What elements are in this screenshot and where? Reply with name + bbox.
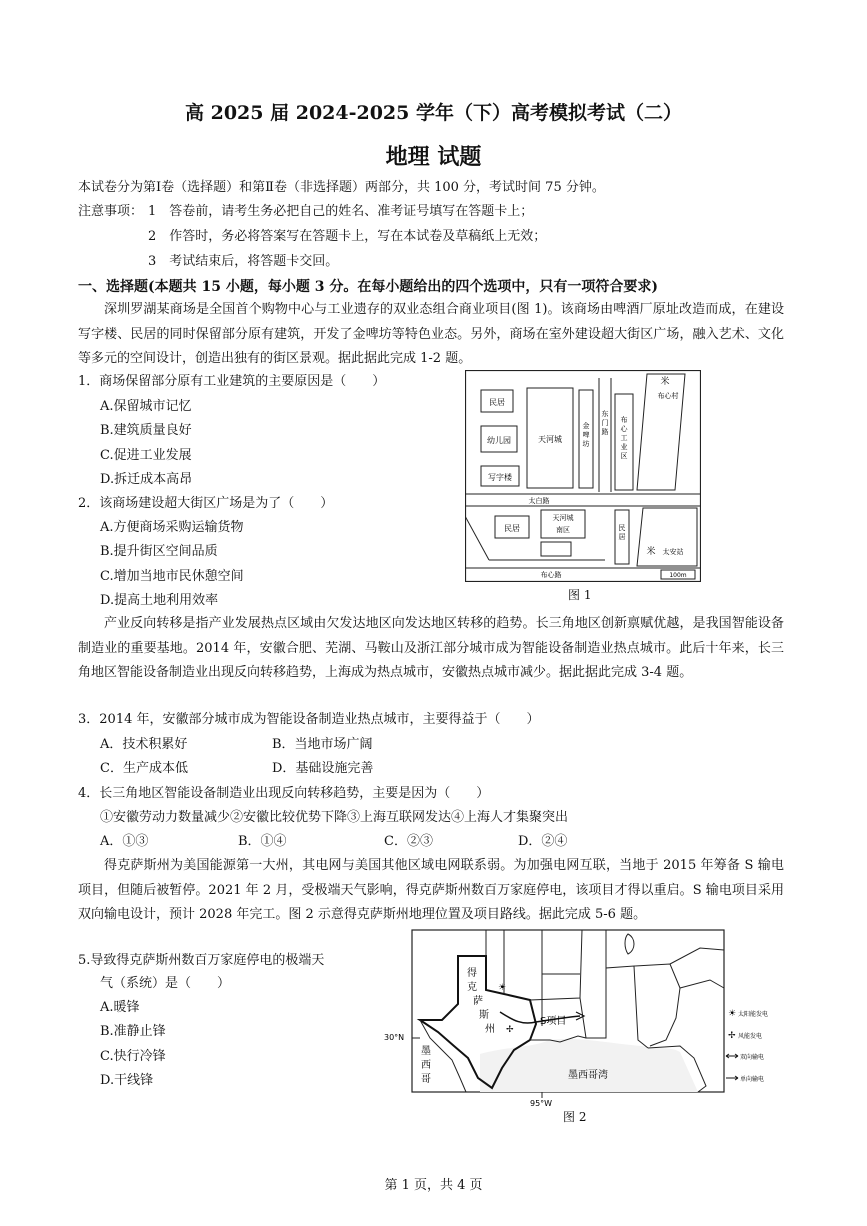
q4-option-d[interactable]: D．②④ [518,834,568,849]
intro-line: 本试卷分为第Ⅰ卷（选择题）和第Ⅱ卷（非选择题）两部分，共 100 分，考试时间 75 分钟。 [78,180,605,195]
fig2-lon-label: 95°W [530,1099,553,1108]
fig2-legend-solar: 太阳能发电 [738,1011,769,1018]
fig1-label-taibai: 太白路 [528,497,550,505]
notes-label: 注意事项： [78,204,144,219]
fig2-legend-one-way: 单向输电 [740,1076,765,1083]
page-footer: 第 1 页，共 4 页 [384,1178,483,1193]
fig1-label-district: 天河城南区 [552,514,574,534]
q2-option-b[interactable]: B.提升街区空间品质 [100,544,218,560]
fig1-label-dongmenlu: 东门路 [601,410,609,436]
q5-options [100,996,166,1094]
q1-option-c[interactable]: C.促进工业发展 [100,447,192,463]
fig2-legend-wind-icon: ✢ [728,1031,736,1041]
q5-option-a[interactable]: A.暖锋 [100,1000,140,1015]
q3-option-d[interactable]: D．基础设施完善 [272,761,374,776]
fig2-gulf-label: 墨西哥湾 [568,1070,608,1081]
q1-option-a[interactable]: A.保留城市记忆 [100,399,192,414]
fig1-metro-icon-2: 米 [646,547,656,557]
fig1-label-buxinlu: 布心路 [540,571,562,579]
q2-option-a[interactable]: A.方便商场采购运输货物 [100,520,244,535]
fig1-label-mingju3: 民居 [618,524,626,541]
fig2-legend-wind: 风能发电 [738,1033,763,1040]
fig1-label-buxin-ind: 布心工业区 [620,416,628,460]
q5-stem-line1: 5.导致得克萨斯州数百万家庭停电的极端天 [78,953,325,968]
q3-option-b[interactable]: B．当地市场广阔 [272,737,373,752]
passage-2: 产业反向转移是指产业发展热点区域由欠发达地区向发达地区转移的趋势。长三角地区创新禀赋优越，是我国智能设备制造业的重要基地。2014 年，安徽合肥、芜湖、马鞍山及浙江部分城市成为智能设备制造业热点城市。此后十年来，长三角地区智能设备制造业出现反向转移趋势，上海成为热点城市，安徽热点城市减少。据此据此完成 3-4 题。 [78,616,784,680]
fig2-mexico-label: 墨西哥 [421,1046,431,1085]
fig1-label-mall: 天河城 [538,435,562,444]
q1-option-d[interactable]: D.拆迁成本高昂 [100,472,193,488]
fig1-label-jinpifang: 金啤坊 [582,422,590,448]
q1-option-b[interactable]: B.建筑质量良好 [100,423,192,439]
q2-stem: 2．该商场建设超大街区广场是为了（ ） [78,496,334,511]
passage-3: 得克萨斯州为美国能源第一大州，其电网与美国其他区域电网联系弱。为加强电网互联，当地于 2015 年筹备 S 输电项目，但随后被暂停。2021 年 2 月，受极端天气影响，得克萨斯州数百万家庭停电，该项目才得以重启。S 输电项目采用双向输电设计，预计 2028 年完工。图 2 示意得克萨斯州地理位置及项目路线。据此完成 5-6 题。 [78,858,784,922]
q2-option-c[interactable]: C.增加当地市民休憩空间 [100,568,244,584]
q5-option-b[interactable]: B.准静止锋 [100,1024,166,1040]
fig2-lat-label: 30°N [384,1033,405,1042]
q2-options [100,516,244,614]
fig1-label-mingju2: 民居 [504,524,520,533]
q1-options [100,395,192,493]
note-3: 3 考试结束后，将答题卡交回。 [148,254,339,269]
note-1: 1 答卷前，请考生务必把自己的姓名、准考证号填写在答题卡上； [148,204,534,219]
fig2-state-label: 得克萨斯州 [467,968,495,1035]
fig1-label-station: 太安站 [662,548,684,556]
fig2-legend-solar-icon: ☀ [728,1009,737,1019]
figure-2-map [380,928,770,1108]
q4-option-c[interactable]: C．②③ [384,834,433,849]
fig1-metro-icon-1: 米 [660,377,670,387]
fig1-label-mingju1: 民居 [489,398,505,407]
section-heading: 一、选择题(本题共 15 小题，每小题 3 分。在每小题给出的四个选项中，只有一项符合要求) [78,279,658,295]
figure-2-caption: 图 2 [563,1110,587,1124]
exam-subtitle: 地理 试题 [385,144,482,170]
fig2-project-label: S项目 [540,1016,567,1027]
fig1-scale: 100m [669,572,687,579]
fig1-label-office: 写字楼 [488,473,512,482]
q4-items: ①安徽劳动力数量减少②安徽比较优势下降③上海互联网发达④上海人才集聚突出 [100,810,569,825]
fig1-label-kindergarten: 幼儿园 [487,436,511,445]
fig2-legend-two-way: 双向输电 [740,1054,765,1061]
q4-option-a[interactable]: A．①③ [100,834,149,849]
figure-1-caption: 图 1 [568,588,592,602]
fig2-solar-icon-1: ☀ [498,983,507,993]
note-2: 2 作答时，务必将答案写在答题卡上，写在本试卷及草稿纸上无效； [148,229,547,244]
exam-title: 高 2025 届 2024-2025 学年（下）高考模拟考试（二） [185,102,682,124]
figure-1-map [465,370,701,582]
passage-1: 深圳罗湖某商场是全国首个购物中心与工业遗存的双业态组合商业项目(图 1)。该商场由啤酒厂原址改造而成，在建设写字楼、民居的同时保留部分原有建筑，开发了金啤坊等特色业态。另外，商场在室外建设超大街区广场，融入艺术、文化等多元的空间设计，创造出独有的街区景观。据此据此完成 1-2 题。 [78,302,784,366]
q3-option-a[interactable]: A．技术积累好 [100,737,188,752]
q3-stem: 3．2014 年，安徽部分城市成为智能设备制造业热点城市，主要得益于（ ） [78,712,540,727]
fig1-label-buxin-village: 布心村 [657,392,679,400]
q2-option-d[interactable]: D.提高土地利用效率 [100,593,219,609]
q5-option-d[interactable]: D.干线锋 [100,1073,154,1089]
fig2-wind-icon-1: ✢ [506,1025,514,1035]
q3-option-c[interactable]: C．生产成本低 [100,761,188,776]
q5-option-c[interactable]: C.快行冷锋 [100,1048,166,1064]
q4-stem: 4．长三角地区智能设备制造业出现反向转移趋势，主要是因为（ ） [78,786,490,801]
q5-stem-line2: 气（系统）是（ ） [100,976,231,991]
q1-stem: 1．商场保留部分原有工业建筑的主要原因是（ ） [78,374,386,389]
q4-option-b[interactable]: B．①④ [238,834,287,849]
